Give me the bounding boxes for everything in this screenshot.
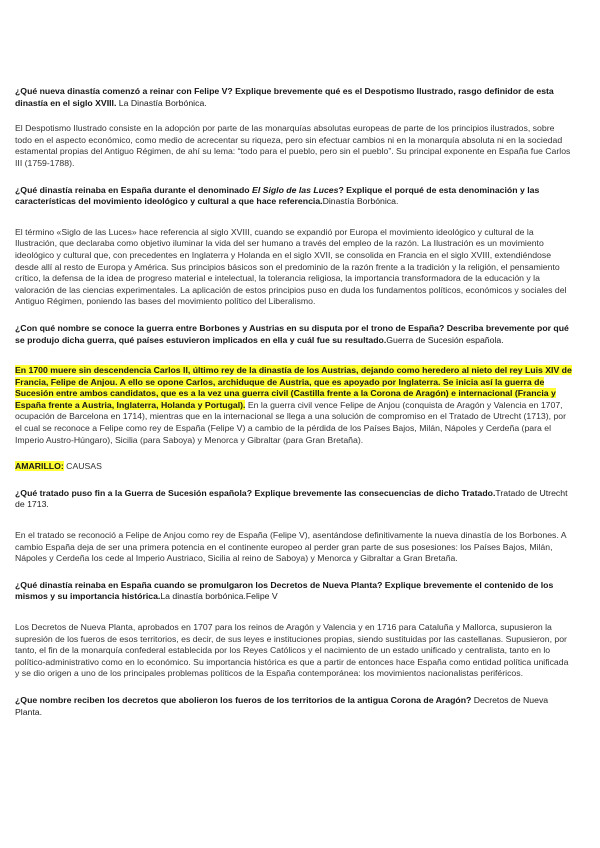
answer-text: Tratado de Utrecht de 1713.	[15, 487, 568, 510]
question-text: ¿Qué nueva dinastía comenzó a reinar con Felipe V? Explique brevemente qué es el Despotismo Ilustrado, rasgo definidor de esta dinastía en el siglo XVIII.	[15, 86, 554, 108]
question-text: ¿Con qué nombre se conoce la guerra entre Borbones y Austrias en su disputa por el trono de España? Describa brevemente por qué se produjo dicha guerra, qué países estuvieron implicados en ella y cuál fue su resultado.	[15, 322, 569, 345]
question-5	[15, 580, 572, 603]
legend-line	[15, 461, 572, 473]
answer-text: La dinastía borbónica.Felipe V	[160, 591, 278, 602]
question-6	[15, 695, 572, 718]
question-2	[15, 185, 572, 208]
question-text: ¿Qué dinastía reinaba en España durante el denominado El Siglo de las Luces? Explique el porqué de esta denominación y las características del movimiento ideológico y cultural a que hace referencia.	[15, 184, 540, 207]
question-text: ¿Que nombre reciben los decretos que abolieron los fueros de los territorios de la antigua Corona de Aragón?	[15, 694, 472, 705]
legend-value: CAUSAS	[63, 461, 102, 472]
answer-text: Guerra de Sucesión española.	[386, 334, 504, 345]
question-1	[15, 86, 572, 109]
answer-text: Decretos de Nueva Planta.	[15, 694, 549, 717]
question-text: ¿Qué dinastía reinaba en España cuando se promulgaron los Decretos de Nueva Planta? Explique brevemente el contenido de los mismos y su importancia histórica.	[15, 579, 554, 602]
paragraph-despotismo: El Despotismo Ilustrado consiste en la adopción por parte de las monarquías absolutas europeas de parte de los principios ilustrados, sobre todo en el aspecto económico, como medio de acrecentar su riqueza, pero sin efectuar cambios ni en la monarquía absoluta ni en la sociedad estamental propias del Antiguo Régimen, de ahí su lema: “todo para el pueblo, pero sin el pueblo”. Su principal exponente en España fue Carlos III (1759-1788).	[15, 123, 571, 168]
paragraph-rest: En la guerra civil vence Felipe de Anjou (conquista de Aragón y Valencia en 1707, ocupación de Barcelona en 1714), mientras que en la internacional se llega a una solución de compromiso en el Tratado de Utrecht (1713), por el cual se reconoce a Felipe como rey de España (Felipe V) a cambio de la pérdida de los Países Bajos, Milán, Nápoles y Cerdeña (para el Imperio Austro-Húngaro), Sicilia (para Saboya) y Menorca y Gibraltar (para Gran Bretaña).	[15, 399, 567, 445]
answer-text: Dinastía Borbónica.	[322, 196, 399, 207]
question-text: ¿Qué tratado puso fin a la Guerra de Sucesión española? Explique brevemente las consecuencias de dicho Tratado.	[15, 487, 496, 498]
legend-key: AMARILLO:	[15, 461, 64, 472]
question-4	[15, 488, 572, 511]
paragraph-guerra-sucesion	[15, 365, 572, 446]
answer-text: La Dinastía Borbónica.	[116, 97, 207, 108]
question-3	[15, 323, 572, 346]
highlighted-causes: En 1700 muere sin descendencia Carlos II, último rey de la dinastía de los Austrias, dejando como heredero al nieto del rey Luis XIV de Francia, Felipe de Anjou. A ello se opone Carlos, archiduque de Austria, que es apoyado por Inglaterra. Se inicia así la guerra de Sucesión entre ambos candidatos, que es a la vez una guerra civil (Castilla frente a la Corona de Aragón) e internacional (Francia y España frente a Austria, Inglaterra, Holanda y Portugal).	[15, 365, 572, 410]
question-italic: El Siglo de las Luces	[252, 184, 339, 195]
paragraph-nueva-planta: Los Decretos de Nueva Planta, aprobados en 1707 para los reinos de Aragón y Valencia y en 1716 para Cataluña y Mallorca, supusieron la supresión de los fueros de esos territorios, es decir, de sus leyes e instituciones propias, siendo sustituidas por las castellanas. Supusieron, por tanto, el fin de la monarquía confederal establecida por los Reyes Católicos y el nacimiento de un estado unificado y centralista, tanto en lo político-administrativo como en lo económico. Su importancia histórica es que a partir de entonces hace España como entidad política unificada y se dio origen a uno de los principales problemas políticos de la España contemporánea: los movimientos nacionalistas periféricos.	[15, 622, 569, 679]
paragraph-ilustracion: El término «Siglo de las Luces» hace referencia al siglo XVIII, cuando se expandió por Europa el movimiento ideológico y cultural de la Ilustración, que declaraba como objetivo iluminar la vida del ser humano a través del empleo de la razón. La Ilustración es un movimiento ideológico y cultural que, con precedentes en Inglaterra y Holanda en el siglo XVII, se consolida en Francia en el siglo XVIII, extendiéndose desde allí al resto de Europa y América. Sus principios básicos son el predominio de la razón frente a la tradición y la religión, el pensamiento crítico, la defensa de la idea de progreso material e intelectual, la tolerancia religiosa, la importancia transformadora de la educación y la valoración de las ciencias experimentales. La aplicación de estos principios puso en duda los fundamentos políticos, económicos y sociales del Antiguo Régimen, poniendo las bases del movimiento político del Liberalismo.	[15, 226, 567, 307]
paragraph-tratado: En el tratado se reconoció a Felipe de Anjou como rey de España (Felipe V), asentándose definitivamente la nueva dinastía de los Borbones. A cambio España deja de ser una primera potencia en el continente europeo al perder gran parte de sus posesiones: los Países Bajos, Milán, Nápoles y Cerdeña los cede al Imperio Austriaco, Sicilia al reino de Saboya) y Menorca y Gibraltar a Gran Bretaña.	[15, 530, 567, 564]
